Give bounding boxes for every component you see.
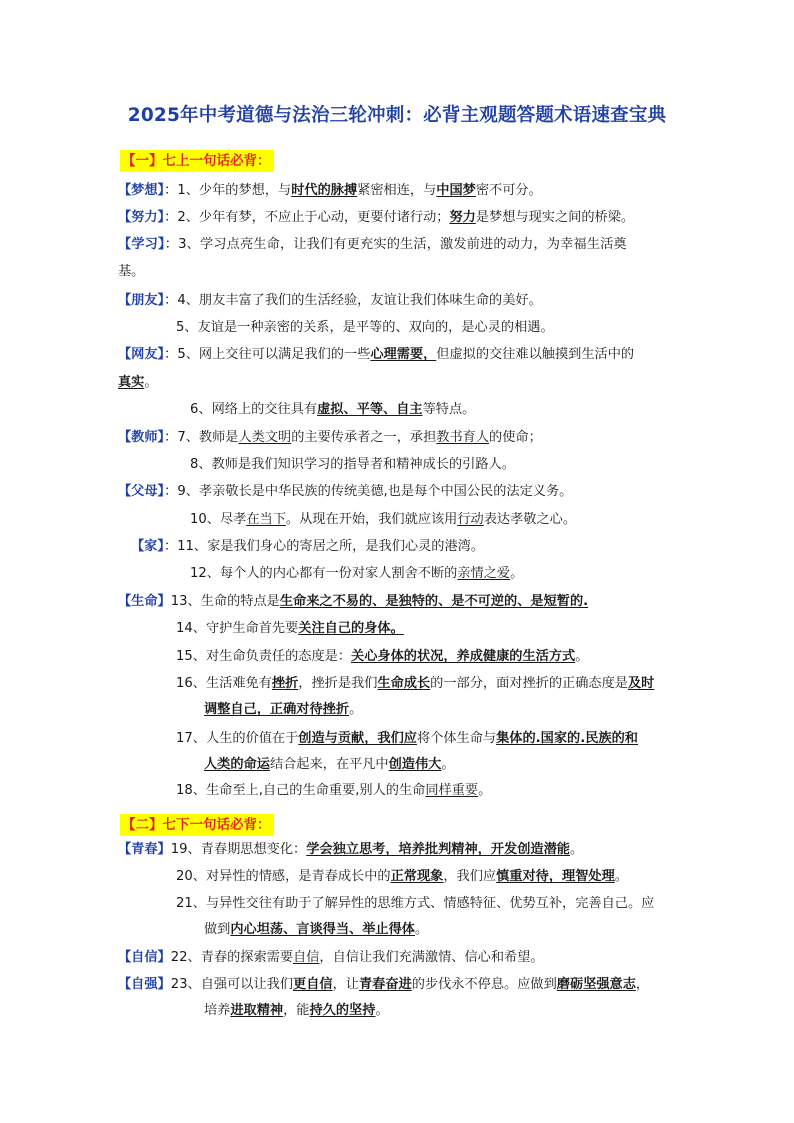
line-8: 8、教师是我们知识学习的指导者和精神成长的引路人。 [190, 457, 515, 472]
line-6: 6、网络上的交往具有虚拟、平等、自主等特点。 [190, 402, 476, 417]
tag-shengming: 【生命】 [118, 594, 171, 609]
line-16-cont: 调整自己，正确对待挫折。 [204, 702, 363, 717]
line-14: 14、守护生命首先要关注自己的身体。 [176, 621, 404, 636]
line-16: 16、生活难免有挫折，挫折是我们生命成长的一部分，面对挫折的正确态度是及时 [176, 676, 655, 691]
tag-pengyou: 【朋友】 [118, 293, 165, 308]
line-21: 21、与异性交往有助于了解异性的思维方式、情感特征、优势互补，完善自己。应 [176, 896, 655, 911]
line-15: 15、对生命负责任的态度是：关心身体的状况，养成健康的生活方式。 [176, 649, 589, 664]
line-4: 【朋友】：4、朋友丰富了我们的生活经验，友谊让我们体味生命的美好。 [118, 293, 542, 308]
tag-jia: 【家】 [131, 539, 164, 554]
line-5b: 【网友】：5、网上交往可以满足我们的一些心理需要，但虚拟的交往难以触摸到生活中的 [118, 347, 635, 362]
line-12: 12、每个人的内心都有一份对家人割舍不断的亲情之爱。 [190, 566, 524, 581]
line-22: 【自信】22、青春的探索需要自信，自信让我们充满激情、信心和希望。 [118, 950, 544, 965]
tag-qingchun: 【青春】 [118, 842, 171, 857]
line-18: 18、生命至上,自己的生命重要,别人的生命同样重要。 [176, 783, 492, 798]
section-heading-2: 【二】七下一句话必背： [120, 814, 274, 836]
line-2: 【努力】：2、少年有梦，不应止于心动，更要付诸行动；努力是梦想与现实之间的桥梁。 [118, 210, 635, 225]
tag-wangyou: 【网友】 [118, 347, 165, 362]
line-9: 【父母】：9、孝亲敬长是中华民族的传统美德,也是每个中国公民的法定义务。 [118, 484, 573, 499]
line-20: 20、对异性的情感，是青春成长中的正常现象，我们应慎重对待，理智处理。 [176, 869, 628, 884]
page-title: 2025年中考道德与法治三轮冲刺：必背主观题答题术语速查宝典 [127, 105, 667, 126]
section-heading-1: 【一】七上一句话必背： [120, 150, 274, 172]
line-13: 【生命】13、生命的特点是生命来之不易的、是独特的、是不可逆的、是短暂的. [118, 594, 589, 609]
line-1: 【梦想】：1、少年的梦想，与时代的脉搏紧密相连，与中国梦密不可分。 [118, 183, 542, 198]
tag-ziqiang: 【自强】 [118, 977, 171, 992]
line-17-cont: 人类的命运结合起来，在平凡中创造伟大。 [204, 757, 455, 772]
tag-fumu: 【父母】 [118, 484, 165, 499]
line-19: 【青春】19、青春期思想变化：学会独立思考，培养批判精神，开发创造潜能。 [118, 842, 584, 857]
line-21-cont: 做到内心坦荡、言谈得当、举止得体。 [204, 922, 429, 937]
line-7: 【教师】：7、教师是人类文明的主要传承者之一，承担教书育人的使命； [118, 430, 542, 445]
line-23-cont: 培养进取精神，能持久的坚持。 [204, 1003, 389, 1018]
line-11: 【家】：11、家是我们身心的寄居之所，是我们心灵的港湾。 [131, 539, 485, 554]
tag-xuexi: 【学习】 [118, 237, 165, 252]
line-3-cont: 基。 [118, 264, 145, 279]
tag-mengxiang: 【梦想】 [118, 183, 165, 198]
line-5: 5、友谊是一种亲密的关系，是平等的、双向的，是心灵的相遇。 [176, 320, 554, 335]
line-23: 【自强】23、自强可以让我们更自信，让青春奋进的步伐永不停息。应做到磨砺坚强意志， [118, 977, 650, 992]
line-10: 10、尽孝在当下。从现在开始，我们就应该用行动表达孝敬之心。 [190, 512, 577, 527]
tag-zixin: 【自信】 [118, 950, 171, 965]
line-17: 17、人生的价值在于创造与贡献，我们应将个体生命与集体的.国家的.民族的和 [176, 731, 638, 746]
line-5b-cont: 真实。 [118, 375, 158, 390]
tag-nuli: 【努力】 [118, 210, 165, 225]
tag-jiaoshi: 【教师】 [118, 430, 165, 445]
line-3: 【学习】：3、学习点亮生命，让我们有更充实的生活，激发前进的动力，为幸福生活奠 [118, 237, 627, 252]
